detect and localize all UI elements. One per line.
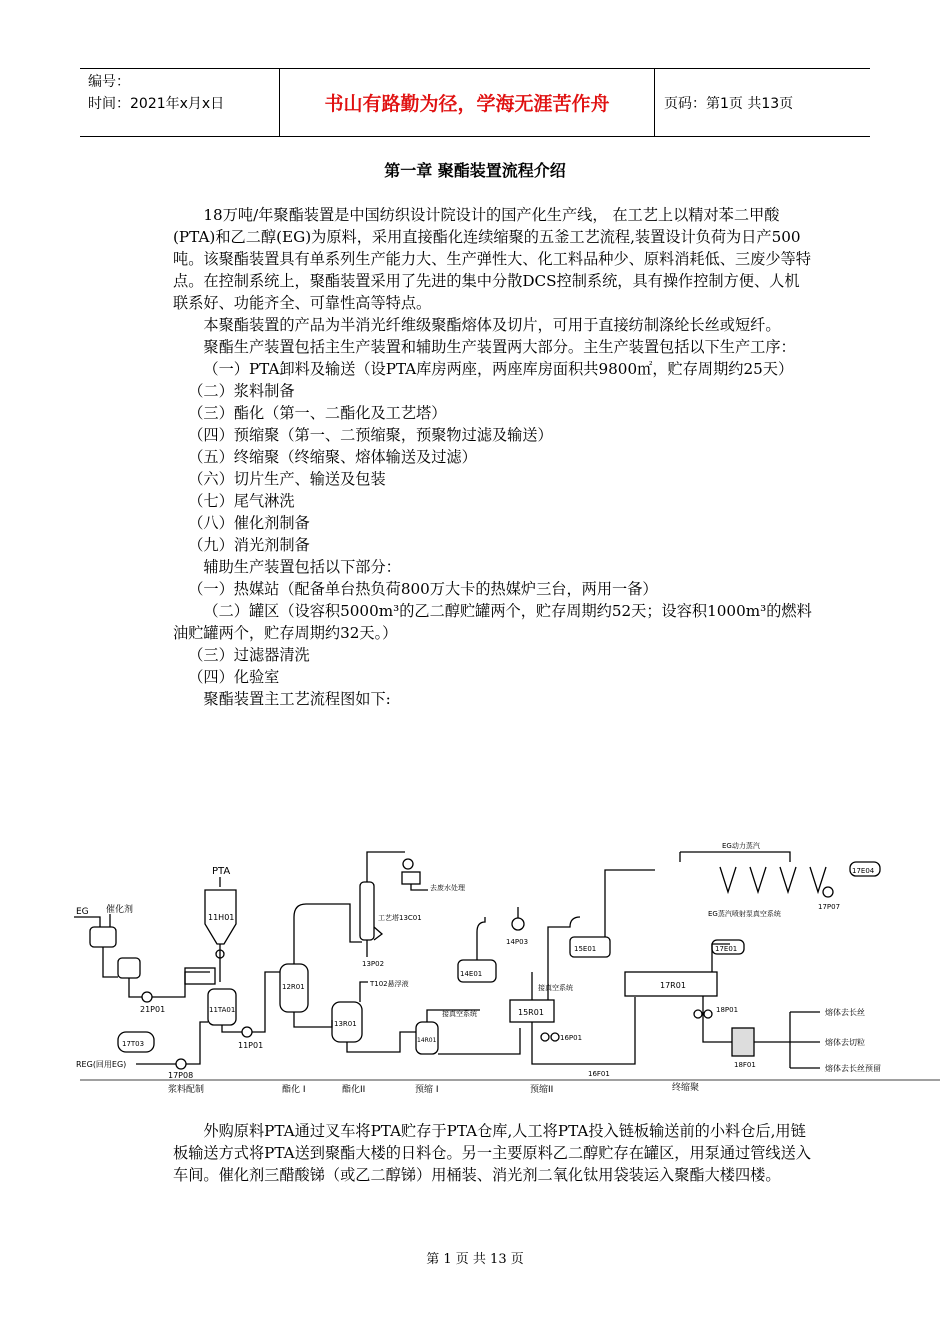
svg-text:EG蒸汽喷射泵真空系统: EG蒸汽喷射泵真空系统 xyxy=(708,910,781,918)
time-label: 时间：2021年x月x日 xyxy=(88,96,225,112)
svg-text:16P01: 16P01 xyxy=(560,1034,583,1042)
svg-text:熔体去长丝预留: 熔体去长丝预留 xyxy=(825,1064,881,1073)
paragraph: 聚酯生产装置包括主生产装置和辅助生产装置两大部分。主生产装置包括以下生产工序： xyxy=(203,338,796,356)
svg-text:预缩II: 预缩II xyxy=(530,1085,554,1094)
svg-text:13R01: 13R01 xyxy=(334,1020,357,1028)
svg-text:酯化 I: 酯化 I xyxy=(282,1085,306,1094)
header-meta xyxy=(80,69,280,136)
pump-14p03 xyxy=(512,918,524,930)
pump-21p01 xyxy=(142,992,152,1002)
svg-text:17E04: 17E04 xyxy=(852,867,875,875)
list-item: （七）尾气淋洗 xyxy=(188,492,295,510)
svg-text:17P08: 17P08 xyxy=(168,1071,194,1080)
svg-text:工艺塔13C01: 工艺塔13C01 xyxy=(378,914,422,922)
svg-text:18F01: 18F01 xyxy=(734,1061,756,1069)
svg-text:14P03: 14P03 xyxy=(506,938,529,946)
chapter-title: 第一章 聚酯装置流程介绍 xyxy=(384,161,566,180)
svg-text:T102悬浮液: T102悬浮液 xyxy=(370,980,409,988)
svg-text:15R01: 15R01 xyxy=(518,1008,544,1017)
paragraph: 聚酯装置主工艺流程图如下: xyxy=(203,690,391,708)
svg-text:14R01: 14R01 xyxy=(417,1037,437,1044)
svg-text:17R01: 17R01 xyxy=(660,981,686,990)
catalyst-tank xyxy=(90,927,116,947)
pump-17p07 xyxy=(823,887,833,897)
label-catalyst: 催化剂 xyxy=(106,905,134,915)
svg-text:酯化II: 酯化II xyxy=(342,1085,366,1094)
svg-text:12R01: 12R01 xyxy=(282,983,305,991)
list-item: （四）化验室 xyxy=(188,668,280,686)
list-item: （九）消光剂制备 xyxy=(188,536,310,554)
list-item: （四）预缩聚（第一、二预缩聚，预聚物过滤及输送） xyxy=(188,426,553,444)
process-flow-diagram xyxy=(60,832,940,1094)
svg-text:EG动力蒸汽: EG动力蒸汽 xyxy=(722,842,760,850)
paragraph: 本聚酯装置的产品为半消光纤维级聚酯熔体及切片，可用于直接纺制涤纶长丝或短纤。 xyxy=(203,316,781,334)
svg-text:浆料配制: 浆料配制 xyxy=(168,1085,205,1094)
list-item: （一）PTA卸料及输送（设PTA库房两座，两座库房面积共9800㎡，贮存周期约25天） xyxy=(203,360,794,378)
svg-text:17E01: 17E01 xyxy=(715,945,738,953)
svg-text:熔体去长丝: 熔体去长丝 xyxy=(825,1008,865,1017)
page-footer: 第 1 页 共 13 页 xyxy=(426,1252,524,1267)
pump-17p08 xyxy=(176,1059,186,1069)
list-item: （三）酯化（第一、二酯化及工艺塔） xyxy=(188,404,447,422)
svg-text:终缩聚: 终缩聚 xyxy=(672,1083,700,1093)
list-item: （一）热媒站（配备单台热负荷800万大卡的热媒炉三台，两用一备） xyxy=(188,580,658,598)
pump-11p01 xyxy=(242,1027,252,1037)
svg-text:接真空系统: 接真空系统 xyxy=(538,984,573,992)
document-body-continued xyxy=(173,1120,813,1186)
eg-tank xyxy=(118,958,140,978)
label-eg: EG xyxy=(76,907,89,917)
number-label: 编号： xyxy=(88,74,130,90)
paragraph: 辅助生产装置包括以下部分： xyxy=(203,558,401,576)
svg-text:16F01: 16F01 xyxy=(588,1070,610,1078)
svg-text:去废水处理: 去废水处理 xyxy=(430,884,465,892)
svg-text:接真空系统: 接真空系统 xyxy=(442,1010,477,1018)
svg-text:REG(回用EG): REG(回用EG) xyxy=(76,1060,127,1069)
document-body xyxy=(173,204,813,710)
list-item: （五）终缩聚（终缩聚、熔体输送及过滤） xyxy=(188,448,477,466)
list-item: （二）罐区（设容积5000m³的乙二醇贮罐两个，贮存周期约52天；设容积1000m³的燃料油贮罐两个，贮存周期约32天。） xyxy=(173,602,812,642)
svg-text:11H01: 11H01 xyxy=(208,913,235,922)
list-item: （六）切片生产、输送及包装 xyxy=(188,470,386,488)
svg-text:11P01: 11P01 xyxy=(238,1041,264,1050)
svg-text:21P01: 21P01 xyxy=(140,1005,166,1014)
vacuum-ejectors xyxy=(720,867,826,892)
filter-18f01 xyxy=(732,1028,754,1056)
list-item: （八）催化剂制备 xyxy=(188,514,310,532)
svg-text:预缩 I: 预缩 I xyxy=(415,1085,439,1094)
header-page-info: 页码：第1页 共13页 xyxy=(664,95,794,112)
svg-text:15E01: 15E01 xyxy=(574,945,597,953)
paragraph: 18万吨/年聚酯装置是中国纺织设计院设计的国产化生产线， 在工艺上以精对苯二甲酸(PTA)和乙二醇(EG)为原料，采用直接酯化连续缩聚的五釜工艺流程,装置设计负荷为日产500吨。该聚酯装置具有单系列生产能力大、生产弹性大、化工料品种少、原料消耗低、三废少等特点。在控制系统上，聚酯装置采用了先进的集中分散DCS控制系统，具有操作控制方便、人机联系好、功能齐全、可靠性高等特点。 xyxy=(173,206,811,312)
page-header xyxy=(80,68,870,137)
svg-text:熔体去切粒: 熔体去切粒 xyxy=(825,1038,865,1047)
svg-text:17P07: 17P07 xyxy=(818,903,841,911)
svg-text:13P02: 13P02 xyxy=(362,960,385,968)
svg-text:11TA01: 11TA01 xyxy=(209,1006,236,1014)
label-pta: PTA xyxy=(212,866,231,877)
process-tower xyxy=(360,882,374,940)
svg-text:17T03: 17T03 xyxy=(122,1040,145,1048)
list-item: （三）过滤器清洗 xyxy=(188,646,310,664)
paragraph: 外购原料PTA通过叉车将PTA贮存于PTA仓库,人工将PTA投入链板输送前的小料仓后,用链板输送方式将PTA送到聚酯大楼的日料仓。另一主要原料乙二醇贮存在罐区，用泵通过管线送入车间。催化剂三醋酸锑（或乙二醇锑）用桶装、消光剂二氧化钛用袋装运入聚酯大楼四楼。 xyxy=(173,1122,811,1184)
list-item: （二）浆料制备 xyxy=(188,382,295,400)
svg-text:18P01: 18P01 xyxy=(716,1006,739,1014)
header-motto: 书山有路勤为径，学海无涯苦作舟 xyxy=(280,69,655,136)
svg-text:14E01: 14E01 xyxy=(460,970,483,978)
